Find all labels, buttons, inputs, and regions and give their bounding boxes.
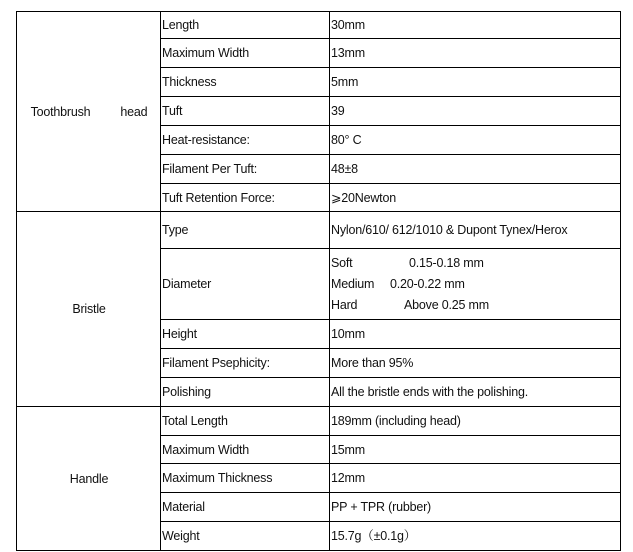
property-cell: Filament Psephicity:	[161, 349, 330, 378]
property-cell: Maximum Width	[161, 39, 330, 68]
group-label-bristle: Bristle	[17, 212, 161, 407]
property-cell: Tuft	[161, 97, 330, 126]
table-row	[17, 407, 621, 436]
diameter-grade: Medium	[331, 276, 375, 291]
diameter-range: Above 0.25 mm	[404, 297, 489, 312]
property-cell: Length	[161, 12, 330, 39]
value-cell: 48±8	[330, 155, 621, 184]
property-cell: Material	[161, 493, 330, 522]
value-cell: 39	[330, 97, 621, 126]
property-cell: Filament Per Tuft:	[161, 155, 330, 184]
value-cell: PP + TPR (rubber)	[330, 493, 621, 522]
diameter-range: 0.20-0.22 mm	[390, 276, 465, 291]
value-cell: 13mm	[330, 39, 621, 68]
property-cell: Heat-resistance:	[161, 126, 330, 155]
value-cell: 80° C	[330, 126, 621, 155]
group-label-handle: Handle	[17, 407, 161, 551]
value-cell: More than 95%	[330, 349, 621, 378]
value-cell: All the bristle ends with the polishing.	[330, 378, 621, 407]
value-cell: 10mm	[330, 320, 621, 349]
property-cell: Type	[161, 212, 330, 249]
diameter-line	[331, 274, 620, 295]
table-row	[17, 12, 621, 39]
property-cell: Thickness	[161, 68, 330, 97]
group-label-part: head	[120, 104, 148, 119]
value-cell: 15mm	[330, 436, 621, 464]
diameter-line	[331, 253, 620, 274]
property-cell: Maximum Width	[161, 436, 330, 464]
property-cell: Height	[161, 320, 330, 349]
value-cell: Nylon/610/ 612/1010 & Dupont Tynex/Herox	[330, 212, 621, 249]
diameter-line	[331, 295, 620, 316]
property-cell: Tuft Retention Force:	[161, 184, 330, 212]
property-cell: Total Length	[161, 407, 330, 436]
value-cell: 12mm	[330, 464, 621, 493]
spec-table	[16, 11, 621, 551]
value-cell: 15.7g（±0.1g）	[330, 522, 621, 551]
table-row	[17, 212, 621, 249]
property-cell: Diameter	[161, 249, 330, 320]
property-cell: Weight	[161, 522, 330, 551]
diameter-cell	[330, 249, 621, 320]
diameter-grade: Soft	[331, 255, 353, 270]
property-cell: Maximum Thickness	[161, 464, 330, 493]
property-cell: Polishing	[161, 378, 330, 407]
value-cell: ⩾20Newton	[330, 184, 621, 212]
group-label-toothbrush-head	[17, 12, 161, 212]
diameter-grade: Hard	[331, 297, 358, 312]
diameter-range: 0.15-0.18 mm	[409, 255, 484, 270]
value-cell: 30mm	[330, 12, 621, 39]
group-label-part: Toothbrush	[30, 104, 91, 119]
value-cell: 5mm	[330, 68, 621, 97]
value-cell: 189mm (including head)	[330, 407, 621, 436]
